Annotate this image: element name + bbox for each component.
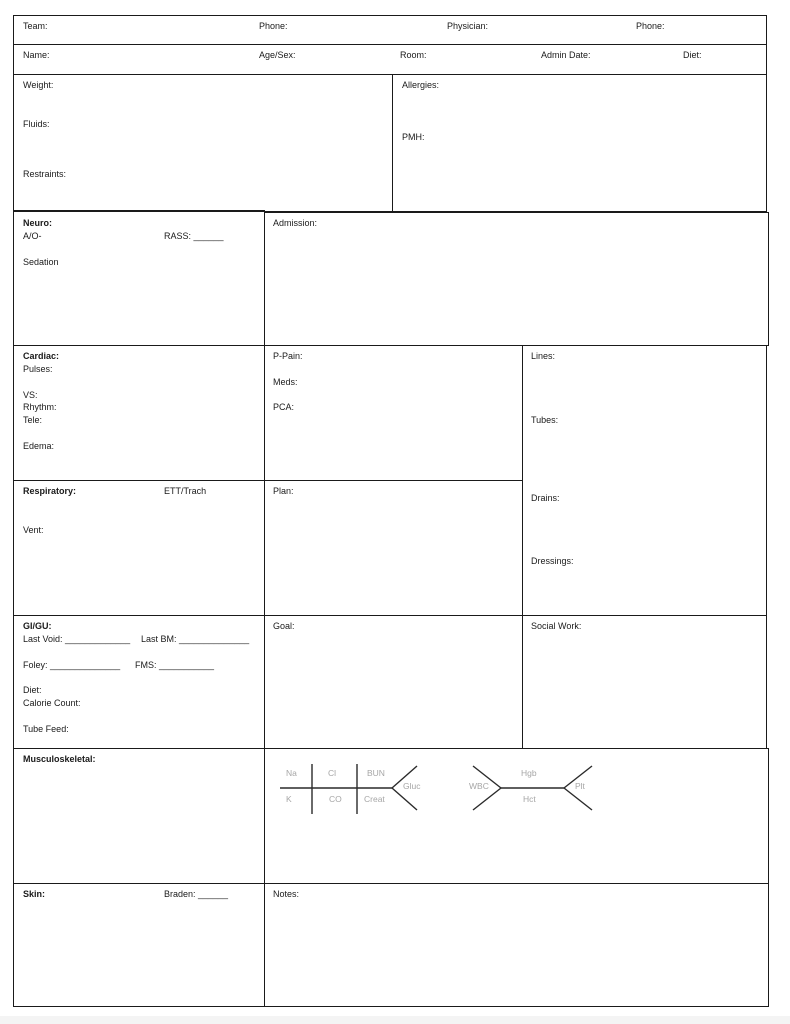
gluc-lab-label: Gluc (403, 781, 421, 791)
pain-section (264, 345, 523, 481)
history-section (392, 74, 767, 212)
physician-phone-label: Phone: (636, 21, 665, 31)
rass-label: RASS: ______ (164, 231, 224, 241)
fluids-label: Fluids: (23, 119, 50, 129)
gigu-diet-label: Diet: (23, 685, 42, 695)
social-work-title: Social Work: (531, 621, 582, 631)
respiratory-title: Respiratory: (23, 486, 77, 496)
plan-section (264, 480, 523, 616)
tele-label: Tele: (23, 415, 43, 425)
diet-label: Diet: (683, 50, 702, 60)
notes-title: Notes: (273, 889, 300, 899)
vs-label: VS: (23, 390, 38, 400)
room-label: Room: (400, 50, 427, 60)
bun-lab-label: BUN (367, 768, 385, 778)
admin-date-label: Admin Date: (541, 50, 591, 60)
lines-section (522, 345, 767, 616)
hct-lab-label: Hct (523, 794, 536, 804)
general-section (13, 74, 393, 212)
skin-section (13, 883, 265, 1007)
gigu-section (13, 615, 265, 749)
lab-fishbone-diagrams (265, 749, 770, 885)
wbc-lab-label: WBC (469, 781, 489, 791)
rhythm-label: Rhythm: (23, 402, 57, 412)
pmh-label: PMH: (402, 132, 425, 142)
cardiac-section (13, 345, 265, 481)
notes-section (264, 883, 769, 1007)
last-void-label: Last Void: _____________ (23, 634, 131, 644)
respiratory-section (13, 480, 265, 616)
lines-label: Lines: (531, 351, 556, 361)
social-work-section (522, 615, 767, 749)
goal-title: Goal: (273, 621, 295, 631)
vent-label: Vent: (23, 525, 44, 535)
pca-label: PCA: (273, 402, 295, 412)
admission-title: Admission: (273, 218, 318, 228)
foley-label: Foley: ______________ (23, 660, 121, 670)
co-lab-label: CO (329, 794, 342, 804)
tubes-label: Tubes: (531, 415, 559, 425)
physician-label: Physician: (447, 21, 489, 31)
admission-section (264, 212, 769, 346)
meds-label: Meds: (273, 377, 298, 387)
ao-label: A/O- (23, 231, 42, 241)
dressings-label: Dressings: (531, 556, 574, 566)
fms-label: FMS: ___________ (135, 660, 215, 670)
allergies-label: Allergies: (402, 80, 440, 90)
header-row-1 (13, 15, 767, 45)
last-bm-label: Last BM: ______________ (141, 634, 250, 644)
braden-label: Braden: ______ (164, 889, 229, 899)
calorie-count-label: Calorie Count: (23, 698, 81, 708)
creat-lab-label: Creat (364, 794, 385, 804)
ett-trach-label: ETT/Trach (164, 486, 207, 496)
neuro-title: Neuro: (23, 218, 52, 228)
page-bottom-strip (0, 1016, 790, 1024)
restraints-label: Restraints: (23, 169, 67, 179)
weight-label: Weight: (23, 80, 54, 90)
tube-feed-label: Tube Feed: (23, 724, 69, 734)
goal-section (264, 615, 523, 749)
team-phone-label: Phone: (259, 21, 288, 31)
plan-title: Plan: (273, 486, 294, 496)
cl-lab-label: Cl (328, 768, 337, 778)
musculoskeletal-section (13, 748, 265, 884)
team-label: Team: (23, 21, 48, 31)
sedation-label: Sedation (23, 257, 59, 267)
name-label: Name: (23, 50, 50, 60)
neuro-section (13, 210, 265, 346)
hgb-lab-label: Hgb (521, 768, 537, 778)
labs-section (264, 748, 769, 884)
k-lab-label: K (286, 794, 292, 804)
gigu-title: GI/GU: (23, 621, 52, 631)
cardiac-title: Cardiac: (23, 351, 60, 361)
na-lab-label: Na (286, 768, 297, 778)
age-sex-label: Age/Sex: (259, 50, 296, 60)
drains-label: Drains: (531, 493, 560, 503)
plt-lab-label: Plt (575, 781, 585, 791)
musculoskeletal-title: Musculoskeletal: (23, 754, 96, 764)
edema-label: Edema: (23, 441, 55, 451)
header-row-2 (13, 44, 767, 75)
skin-title: Skin: (23, 889, 46, 899)
pulses-label: Pulses: (23, 364, 53, 374)
pain-title: P-Pain: (273, 351, 303, 361)
